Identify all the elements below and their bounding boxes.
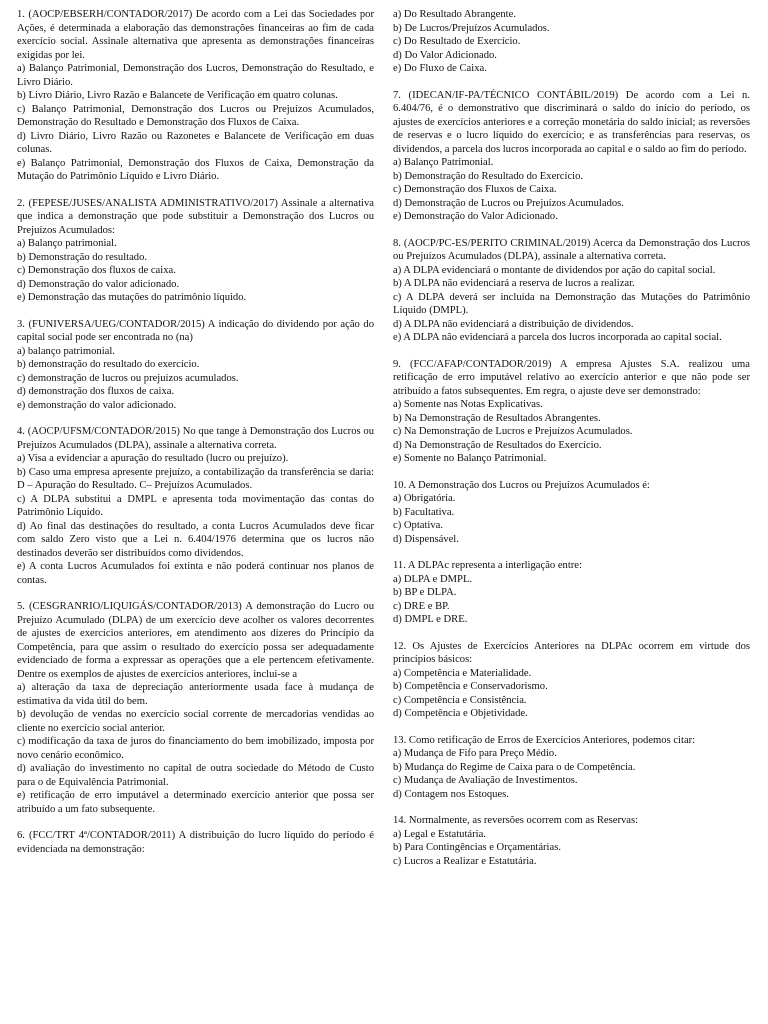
answer-option: d) Demonstração de Lucros ou Prejuízos Acumulados. <box>393 197 624 209</box>
answer-option: d) demonstração dos fluxos de caixa. <box>17 386 175 397</box>
question-block <box>393 734 750 802</box>
question-stem: 13. Como retificação de Erros de Exercícios Anteriores, podemos citar: <box>393 734 696 746</box>
question-stem: 9. (FCC/AFAP/CONTADOR/2019) A empresa Ajustes S.A. realizou uma retificação de erro imputável relativo ao exercício anterior e que não pode ser atribuído a fatos subsequentes. Em regra, o ajuste deve ser demonstrado: <box>393 358 750 397</box>
answer-option: c) Demonstração dos fluxos de caixa. <box>17 265 176 276</box>
answer-option: d) avaliação do investimento no capital de outra sociedade do Método de Custo para o de Equivalência Patrimonial. <box>17 763 374 788</box>
answer-option: b) Facultativa. <box>393 506 455 518</box>
question-block <box>17 600 374 816</box>
answer-option: d) Competência e Objetividade. <box>393 708 528 719</box>
answer-option: d) DMPL e DRE. <box>393 614 468 625</box>
question-block <box>17 197 374 305</box>
answer-option: d) Ao final das destinações do resultado, a conta Lucros Acumulados deve ficar com saldo Zero visto que a Lei n. 6.404/1976 determina que os lucros não destinados deverão ser distribuídos como dividendos. <box>17 520 374 559</box>
answer-options <box>17 452 374 587</box>
question-block <box>17 425 374 587</box>
answer-option: e) A conta Lucros Acumulados foi extinta e não poderá continuar nos planos de contas. <box>17 561 374 586</box>
answer-option: c) Na Demonstração de Lucros e Prejuízos Acumulados. <box>393 426 633 437</box>
answer-options <box>17 62 374 184</box>
answer-option: b) Mudança do Regime de Caixa para o de Competência. <box>393 761 636 773</box>
question-stem: 10. A Demonstração dos Lucros ou Prejuízos Acumulados é: <box>393 479 650 491</box>
answer-options <box>17 681 374 816</box>
answer-option: a) balanço patrimonial. <box>17 345 115 357</box>
answer-option: d) Contagem nos Estoques. <box>393 788 509 800</box>
answer-option: e) Demonstração das mutações do patrimônio líquido. <box>17 292 247 303</box>
answer-option: a) Balanço patrimonial. <box>17 238 117 249</box>
answer-option: b) demonstração do resultado do exercício. <box>17 359 200 370</box>
answer-option: e) A DLPA não evidenciará a parcela dos lucros incorporada ao capital social. <box>393 332 722 343</box>
answer-option: d) A DLPA não evidenciará a distribuição de dividendos. <box>393 318 634 330</box>
answer-options <box>393 264 750 345</box>
question-block <box>17 829 374 856</box>
answer-option: c) Optativa. <box>393 520 444 531</box>
answer-option: c) demonstração de lucros ou prejuízos acumulados. <box>17 372 239 384</box>
answer-options <box>393 398 750 466</box>
answer-option: b) Competência e Conservadorismo. <box>393 681 548 692</box>
answer-options <box>393 492 750 546</box>
answer-option: b) Na Demonstração de Resultados Abrangentes. <box>393 412 601 424</box>
answer-options <box>393 828 750 869</box>
answer-option: e) Balanço Patrimonial, Demonstração dos Fluxos de Caixa, Demonstração da Mutação do Patrimônio Líquido e Livro Diário. <box>17 157 374 182</box>
answer-option: d) Livro Diário, Livro Razão ou Razonetes e Balancete de Verificação em duas colunas. <box>17 130 374 155</box>
answer-option: b) Demonstração do resultado. <box>17 251 148 263</box>
answer-options <box>393 8 750 76</box>
question-stem: 11. A DLPAc representa a interligação entre: <box>393 560 582 571</box>
left-column <box>17 8 374 869</box>
right-column <box>393 8 750 881</box>
answer-option: c) Do Resultado de Exercício. <box>393 36 521 47</box>
answer-option: d) Do Valor Adicionado. <box>393 49 497 61</box>
answer-option: a) Obrigatória. <box>393 493 456 504</box>
question-block <box>393 559 750 627</box>
answer-option: c) Lucros a Realizar e Estatutária. <box>393 855 537 867</box>
question-stem: 14. Normalmente, as reversões ocorrem com as Reservas: <box>393 815 639 826</box>
answer-option: c) A DLPA deverá ser incluída na Demonstração das Mutações do Patrimônio Líquido (DMPL). <box>393 291 750 316</box>
question-block <box>393 8 750 76</box>
question-stem: 6. (FCC/TRT 4ª/CONTADOR/2011) A distribuição do lucro líquido do período é evidenciada na demonstração: <box>17 830 374 855</box>
question-block <box>17 8 374 184</box>
answer-option: e) Somente no Balanço Patrimonial. <box>393 453 547 464</box>
answer-option: a) Balanço Patrimonial, Demonstração dos Lucros, Demonstração do Resultado, e Livro Diário. <box>17 63 374 88</box>
question-stem: 2. (FEPESE/JUSES/ANALISTA ADMINISTRATIVO/2017) Assinale a alternativa que indica a demonstração que pode substituir a Demonstração dos Lucros ou Prejuízos Acumulados: <box>17 197 374 236</box>
answer-options <box>17 345 374 413</box>
question-stem: 12. Os Ajustes de Exercícios Anteriores na DLPAc ocorrem em virtude dos princípios básicos: <box>393 640 750 665</box>
question-block <box>393 237 750 345</box>
question-stem: 3. (FUNIVERSA/UEG/CONTADOR/2015) A indicação do dividendo por ação do capital social pode ser encontrada no (na) <box>17 318 374 343</box>
answer-option: c) Balanço Patrimonial, Demonstração dos Lucros ou Prejuízos Acumulados, Demonstração do Resultado e Demonstração dos Fluxos de Caixa. <box>17 103 374 128</box>
answer-option: a) Visa a evidenciar a apuração do resultado (lucro ou prejuízo). <box>17 453 289 464</box>
answer-option: a) alteração da taxa de depreciação anteriormente usada face à mudança de estimativa da vida útil do bem. <box>17 682 374 707</box>
answer-option: d) Dispensável. <box>393 533 459 545</box>
question-stem: 5. (CESGRANRIO/LIQUIGÁS/CONTADOR/2013) A demonstração do Lucro ou Prejuízo Acumulado (DLPA) de um exercício deve acolher os valores decorrentes de ajustes de exercícios anteriores, em atendimento aos dizeres do Princípio da Competência, para que assim o resultado do exercício possa ser adequadamente evidenciado de forma a expressar as operações que a ele pertencem efetivamente. Dentre os exemplos de ajustes de exercícios anteriores, inclui-se a <box>17 601 374 680</box>
answer-option: c) Demonstração dos Fluxos de Caixa. <box>393 184 557 195</box>
answer-option: a) Somente nas Notas Explicativas. <box>393 399 543 410</box>
question-stem: 1. (AOCP/EBSERH/CONTADOR/2017) De acordo com a Lei das Sociedades por Ações, é determinada a elaboração das demonstrações financeiras ao fim de cada exercício social. Assinale alternativa que apresenta as demonstrações financeiras exigidas por lei. <box>17 9 374 61</box>
answer-option: c) DRE e BP. <box>393 600 450 612</box>
answer-options <box>393 667 750 721</box>
answer-option: a) A DLPA evidenciará o montante de dividendos por ação do capital social. <box>393 264 716 276</box>
answer-option: c) Competência e Consistência. <box>393 694 527 706</box>
answer-option: b) De Lucros/Prejuízos Acumulados. <box>393 22 550 34</box>
answer-option: e) retificação de erro imputável a determinado exercício anterior que possa ser atribuído a um fato subsequente. <box>17 790 374 815</box>
question-block <box>393 814 750 868</box>
answer-options <box>393 156 750 224</box>
answer-option: b) Livro Diário, Livro Razão e Balancete de Verificação em quatro colunas. <box>17 90 338 101</box>
answer-option: d) Demonstração do valor adicionado. <box>17 278 180 290</box>
answer-option: c) A DLPA substitui a DMPL e apresenta toda movimentação das contas do Patrimônio Líquido. <box>17 493 374 518</box>
question-stem: 8. (AOCP/PC-ES/PERITO CRIMINAL/2019) Acerca da Demonstração dos Lucros ou Prejuízos Acumulados (DLPA), assinale a alternativa correta. <box>393 237 750 262</box>
question-block <box>393 358 750 466</box>
question-block <box>393 640 750 721</box>
answer-option: b) Para Contingências e Orçamentárias. <box>393 842 561 853</box>
answer-option: b) devolução de vendas no exercício social corrente de mercadorias vendidas ao cliente no exercício social anterior. <box>17 709 374 734</box>
answer-option: a) DLPA e DMPL. <box>393 573 473 585</box>
question-block <box>393 89 750 224</box>
answer-option: e) demonstração do valor adicionado. <box>17 399 177 411</box>
question-stem: 4. (AOCP/UFSM/CONTADOR/2015) No que tange à Demonstração dos Lucros ou Prejuízos Acumulados (DLPA), assinale a alternativa correta. <box>17 426 374 451</box>
answer-option: a) Competência e Materialidade. <box>393 667 532 679</box>
answer-option: a) Balanço Patrimonial. <box>393 157 494 168</box>
question-stem: 7. (IDECAN/IF-PA/TÉCNICO CONTÁBIL/2019) De acordo com a Lei n. 6.404/76, é o demonstrativo que discriminará o saldo do início do período, os ajustes de exercícios anteriores e a correção monetária do saldo inicial; as reversões de reservas e o lucro líquido do exercício; e as transferências para reservas, os dividendos, a parcela dos lucros incorporada ao capital e o saldo ao fim do período. <box>393 89 750 155</box>
answer-option: b) Caso uma empresa apresente prejuízo, a contabilização da transferência se daria: D – Apuração do Resultado. C– Prejuízos Acumulados. <box>17 466 374 491</box>
answer-options <box>393 747 750 801</box>
answer-option: c) modificação da taxa de juros do financiamento do bem imobilizado, imposta por novo cenário econômico. <box>17 736 374 761</box>
answer-option: d) Na Demonstração de Resultados do Exercício. <box>393 439 602 451</box>
question-block <box>17 318 374 413</box>
answer-options <box>17 237 374 305</box>
answer-option: a) Do Resultado Abrangente. <box>393 9 516 20</box>
answer-option: c) Mudança de Avaliação de Investimentos. <box>393 775 578 786</box>
answer-option: a) Legal e Estatutária. <box>393 828 486 840</box>
answer-option: b) Demonstração do Resultado do Exercício. <box>393 170 584 182</box>
answer-option: b) BP e DLPA. <box>393 587 457 598</box>
question-block <box>393 479 750 547</box>
answer-options <box>393 573 750 627</box>
answer-option: e) Demonstração do Valor Adicionado. <box>393 211 558 222</box>
answer-option: a) Mudança de Fifo para Preço Médio. <box>393 748 557 759</box>
answer-option: b) A DLPA não evidenciará a reserva de lucros a realizar. <box>393 278 635 289</box>
answer-option: e) Do Fluxo de Caixa. <box>393 63 487 74</box>
